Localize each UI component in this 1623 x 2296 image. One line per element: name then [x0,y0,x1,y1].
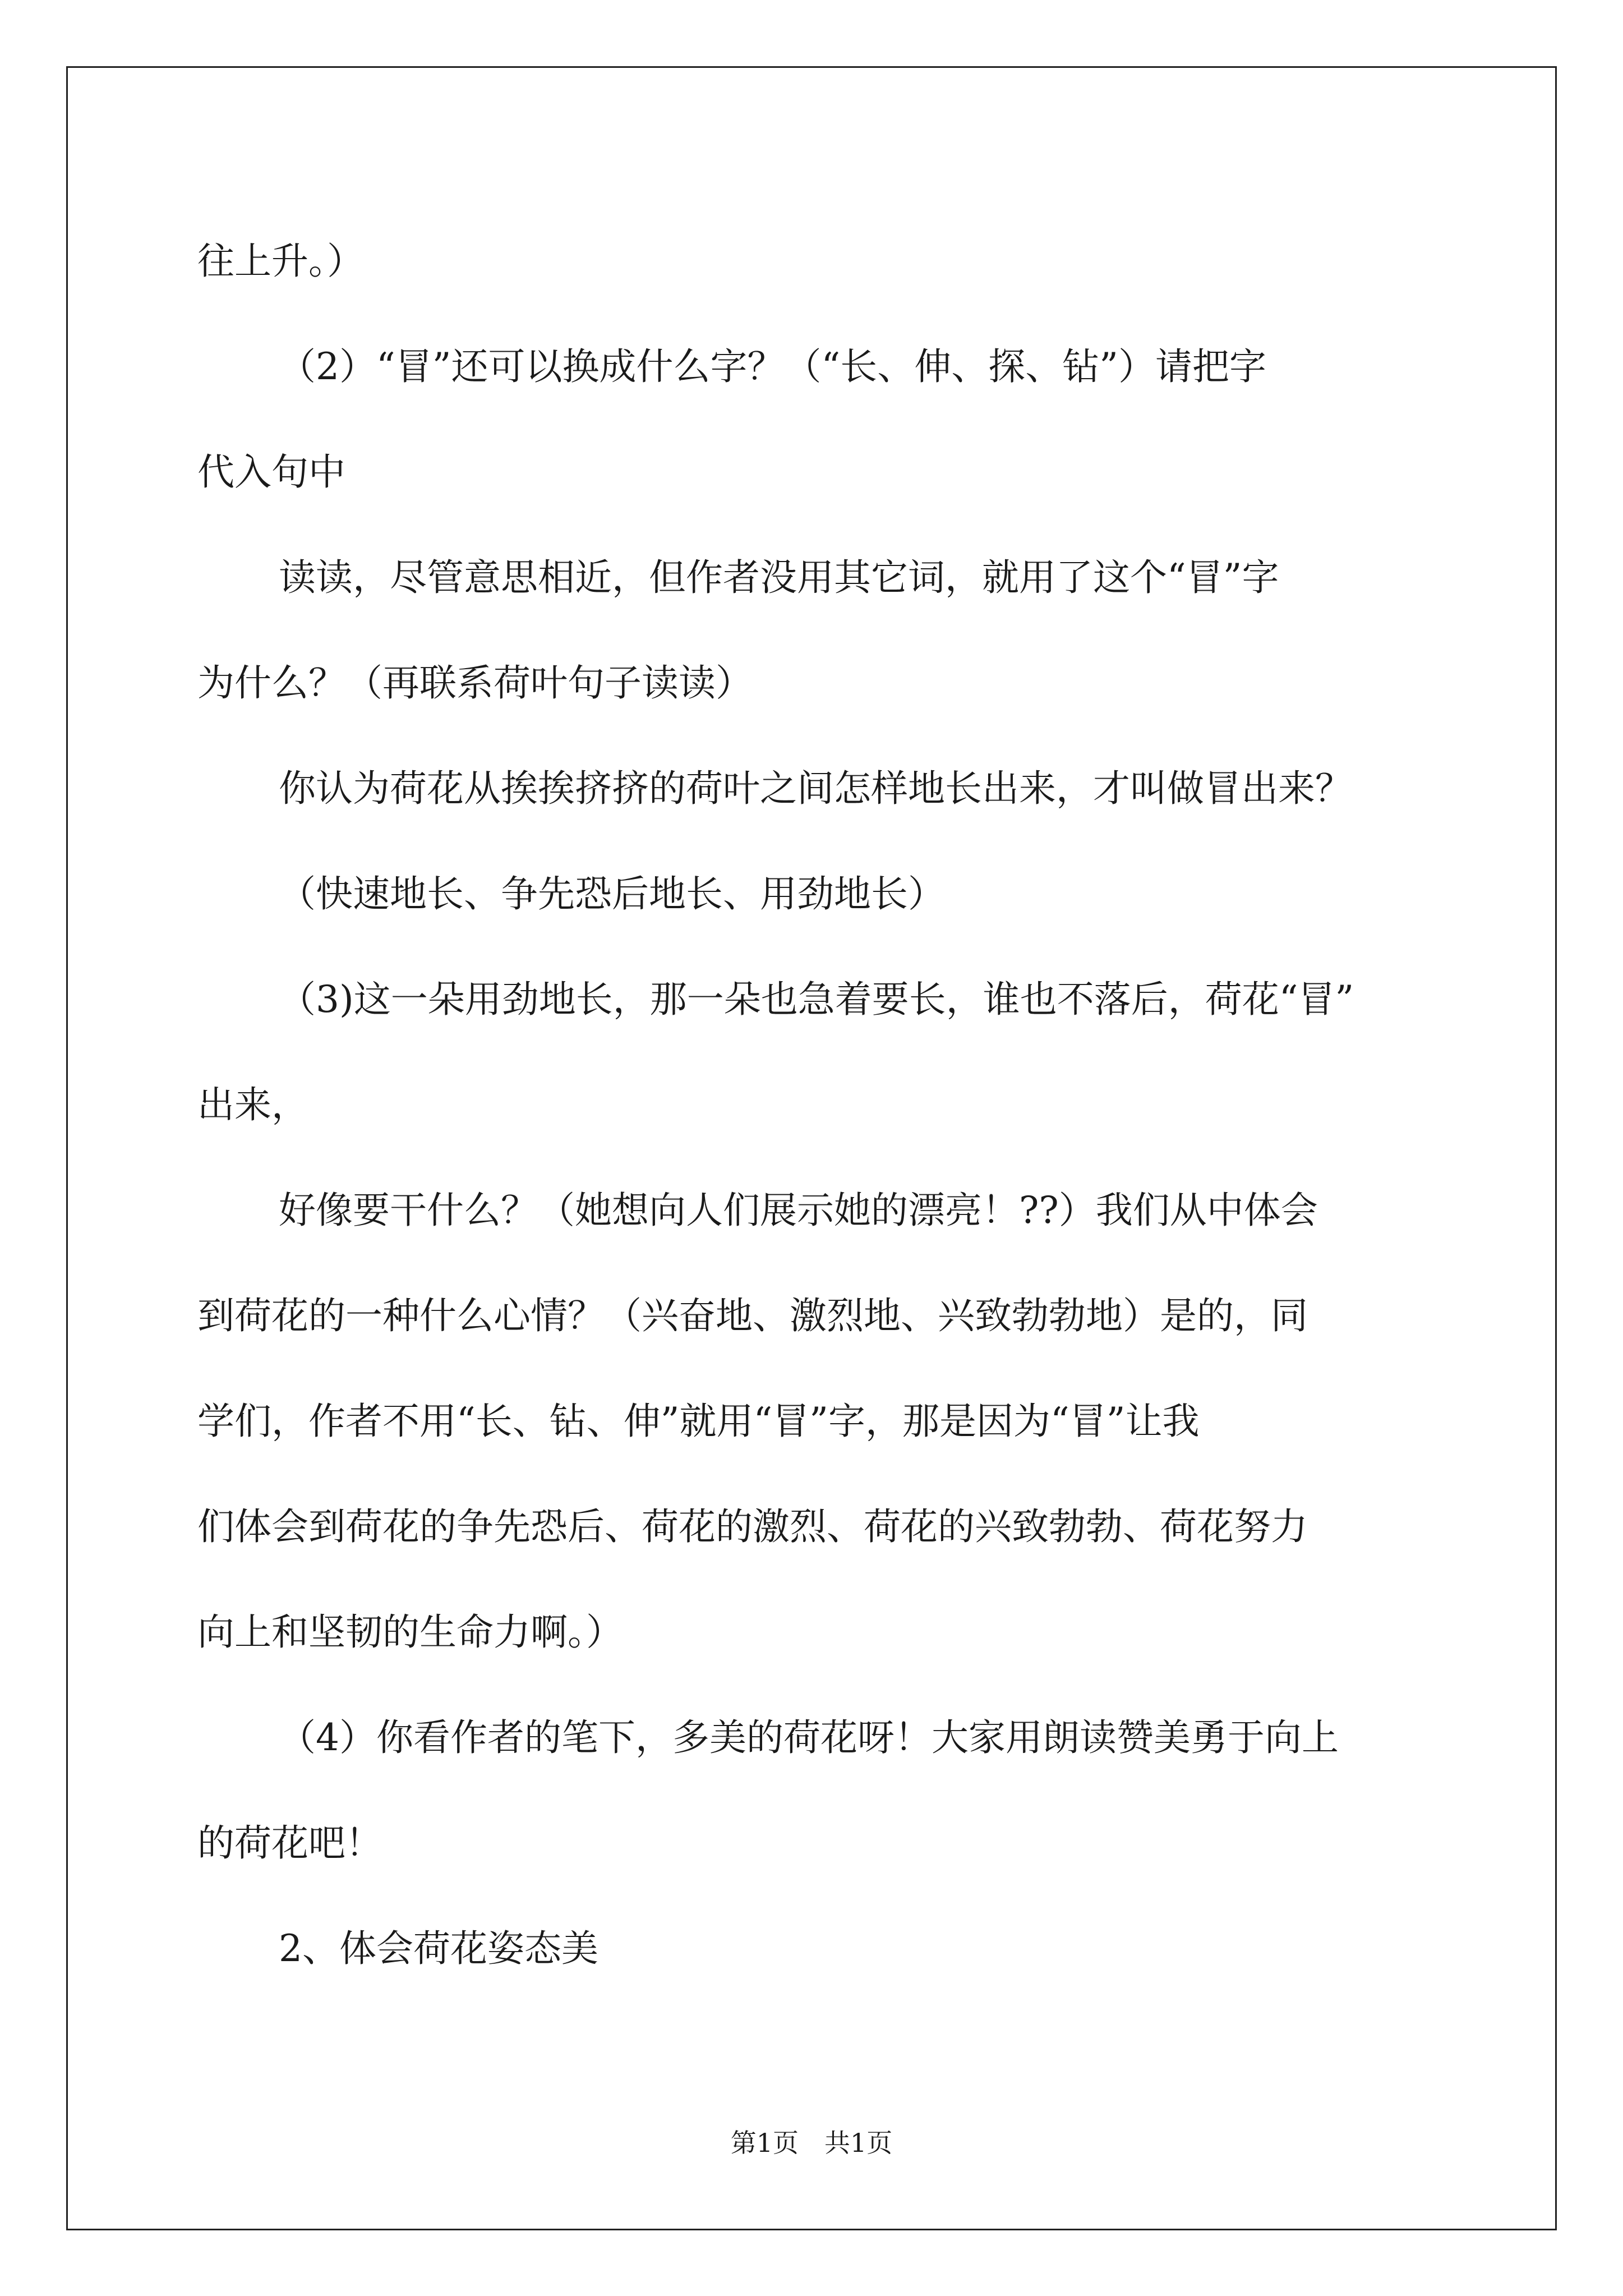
document-body [197,209,1431,2001]
text-line: 的荷花吧！ [197,1821,382,1865]
text-line: （快速地长、争先恐后地长、用劲地长） [279,872,945,915]
text-line: 读读，尽管意思相近，但作者没用其它词，就用了这个“冒”字 [279,556,1279,599]
text-line: 们体会到荷花的争先恐后、荷花的激烈、荷花的兴致勃勃、荷花努力 [197,1505,1308,1548]
text-line: 代入句中 [197,450,345,494]
text-line: 往上升。） [197,240,364,283]
text-line: 好像要干什么？（她想向人们展示她的漂亮！??）我们从中体会 [279,1189,1318,1232]
text-line: （2）“冒”还可以换成什么字？（“长、伸、探、钻”）请把字 [279,345,1266,388]
text-line: 你认为荷花从挨挨挤挤的荷叶之间怎样地长出来，才叫做冒出来？ [279,767,1352,810]
text-line: （4）你看作者的笔下，多美的荷花呀！大家用朗读赞美勇于向上 [279,1716,1339,1759]
text-line: 出来， [197,1083,308,1126]
page-footer: 第1页 共1页 [730,2128,893,2158]
text-line: 2、体会荷花姿态美 [279,1927,598,1970]
text-line: 学们，作者不用“长、钻、伸”就用“冒”字，那是因为“冒”让我 [197,1400,1200,1443]
text-line: （3)这一朵用劲地长，那一朵也急着要长，谁也不落后，荷花“冒” [279,978,1354,1021]
text-line: 到荷花的一种什么心情？（兴奋地、激烈地、兴致勃勃地）是的，同 [197,1294,1308,1337]
text-line: 为什么？（再联系荷叶句子读读） [197,661,753,705]
text-line: 向上和坚韧的生命力啊。） [197,1611,623,1654]
